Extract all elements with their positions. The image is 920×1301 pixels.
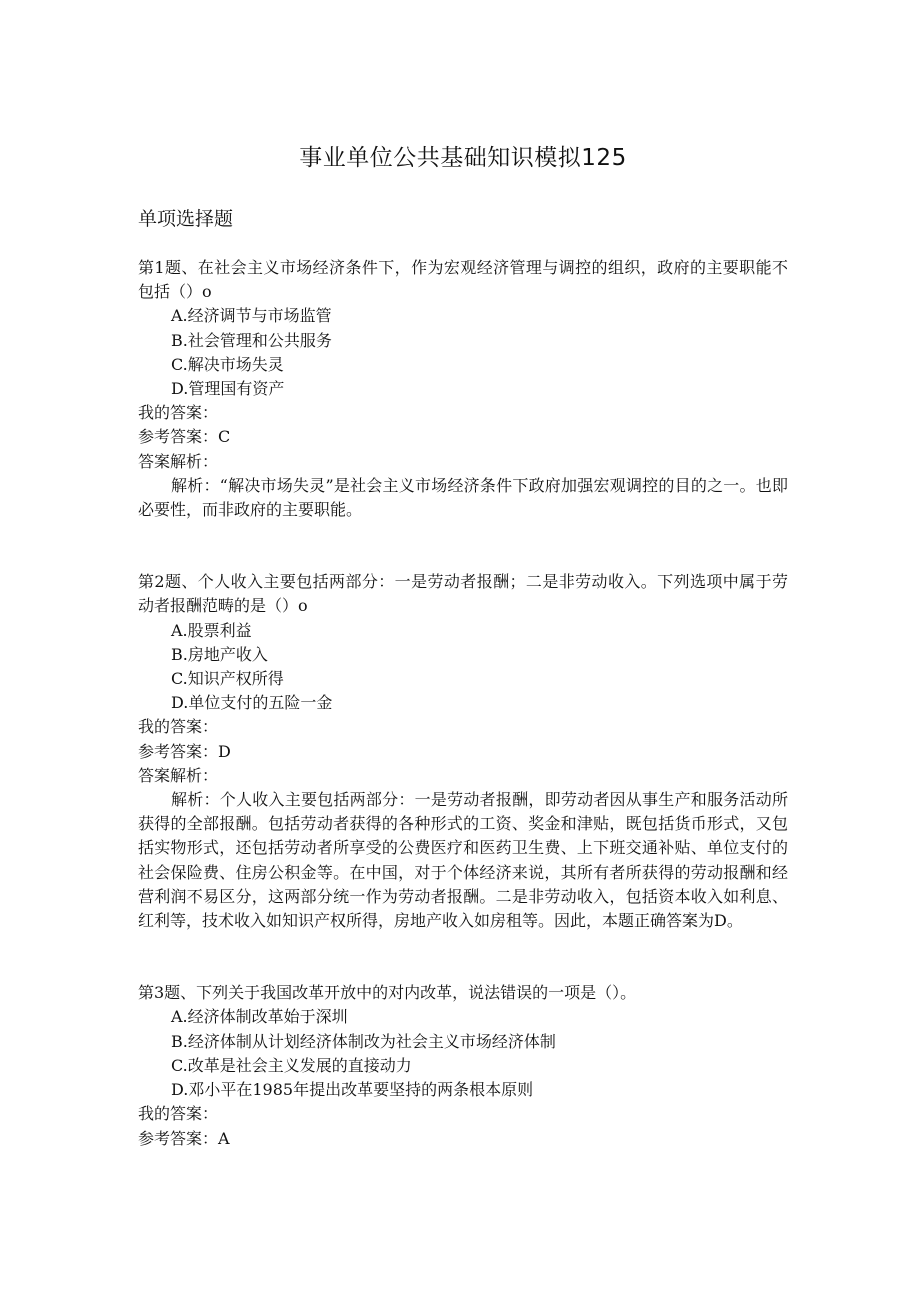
analysis-label: 答案解析： [138, 451, 219, 471]
question-text: 第3题、下列关于我国改革开放中的对内改革，说法错误的一项是（）。 [138, 983, 637, 1003]
spacer [138, 522, 788, 570]
section-heading: 单项选择题 [138, 208, 234, 230]
option-d: D.管理国有资产 [171, 379, 285, 399]
reference-answer: 参考答案：A [138, 1128, 230, 1148]
page-title: 事业单位公共基础知识模拟125 [299, 145, 627, 171]
my-answer-label: 我的答案： [138, 1104, 219, 1124]
question-text: 第2题、个人收入主要包括两部分：一是劳动者报酬；二是非劳动收入。下列选项中属于劳动者报酬范畴的是（）o [138, 572, 788, 616]
option-a: A.经济调节与市场监管 [171, 306, 332, 326]
my-answer-label: 我的答案： [138, 717, 219, 737]
explanation-text: 解析：个人收入主要包括两部分：一是劳动者报酬，即劳动者因从事生产和服务活动所获得的全部报酬。包括劳动者获得的各种形式的工资、奖金和津贴，既包括货币形式，又包括实物形式，还包括劳动者所享受的公费医疗和医药卫生费、上下班交通补贴、单位支付的社会保险费、住房公积金等。在中国，对于个体经济来说，其所有者所获得的劳动报酬和经营利润不易区分，这两部分统一作为劳动者报酬。二是非劳动收入，包括资本收入如利息、红利等，技术收入如知识产权所得，房地产收入如房租等。因此，本题正确答案为D。 [138, 790, 788, 931]
explanation-text: 解析：“解决市场失灵”是社会主义市场经济条件下政府加强宏观调控的目的之一。也即必要性，而非政府的主要职能。 [138, 475, 788, 520]
option-c: C.知识产权所得 [171, 669, 284, 689]
option-d: D.邓小平在1985年提出改革要坚持的两条根本原则 [171, 1080, 534, 1100]
question-block [138, 570, 788, 933]
question-text: 第1题、在社会主义市场经济条件下，作为宏观经济管理与调控的组织，政府的主要职能不包括（）o [138, 258, 788, 302]
reference-answer: 参考答案：C [138, 427, 231, 447]
option-a: A.股票利益 [171, 620, 252, 640]
question-list [138, 256, 788, 1151]
option-d: D.单位支付的五险一金 [171, 693, 333, 713]
option-c: C.改革是社会主义发展的直接动力 [171, 1055, 412, 1075]
question-block [138, 256, 788, 522]
option-b: B.经济体制从计划经济体制改为社会主义市场经济体制 [171, 1031, 556, 1051]
option-a: A.经济体制改革始于深圳 [171, 1007, 348, 1027]
analysis-label: 答案解析： [138, 765, 219, 785]
reference-answer: 参考答案：D [138, 741, 231, 761]
question-block [138, 981, 788, 1150]
my-answer-label: 我的答案： [138, 403, 219, 423]
option-b: B.房地产收入 [171, 644, 268, 664]
spacer [138, 933, 788, 981]
option-c: C.解决市场失灵 [171, 354, 284, 374]
option-b: B.社会管理和公共服务 [171, 330, 332, 350]
